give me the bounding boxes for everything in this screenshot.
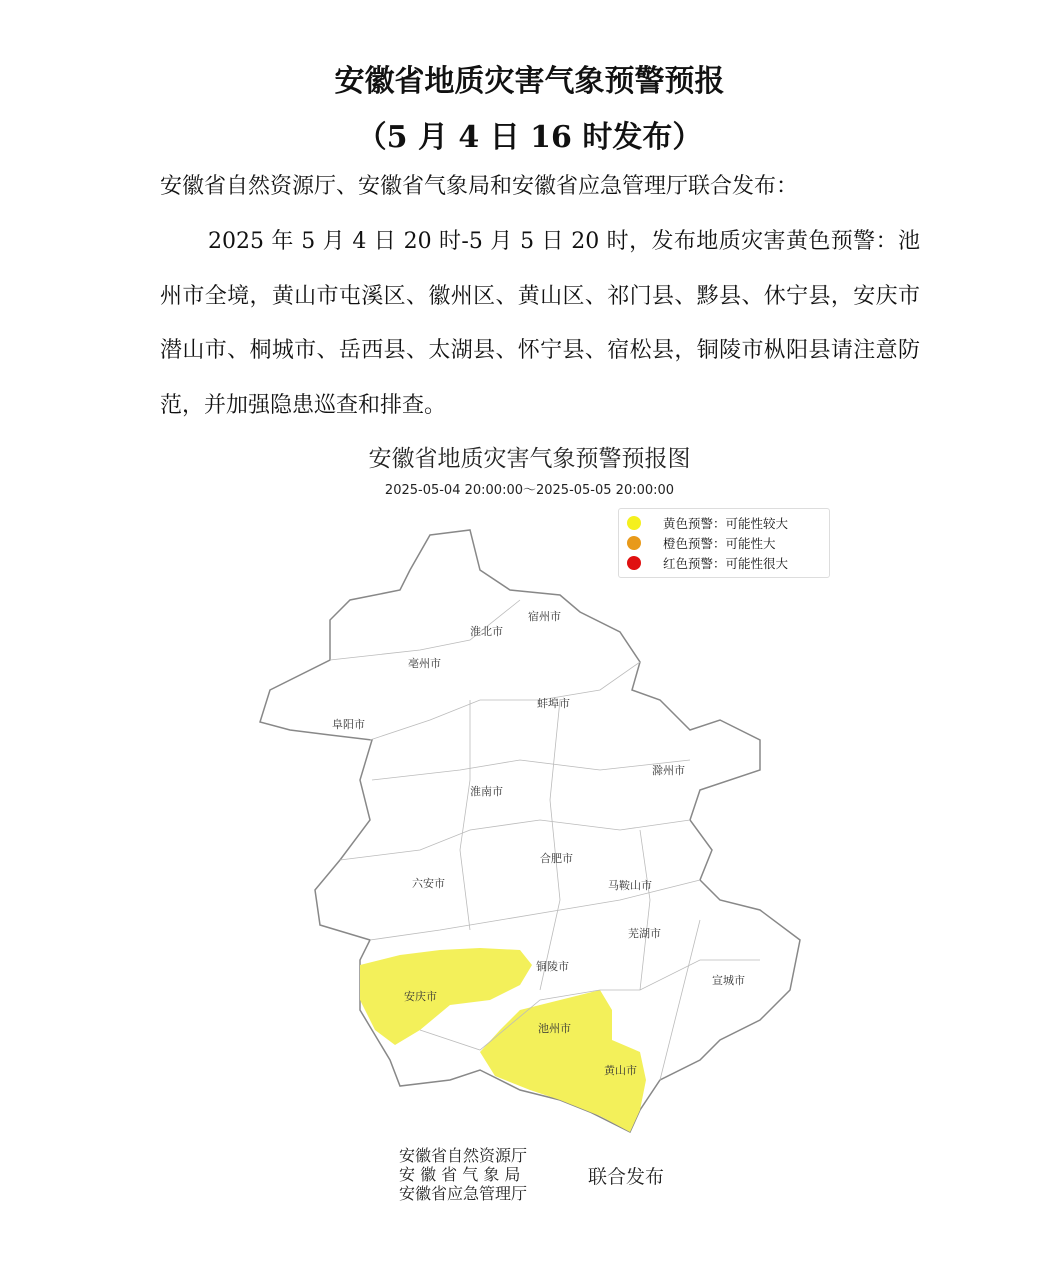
orange-dot-icon (627, 536, 641, 550)
city-label: 淮北市 (470, 625, 503, 638)
city-label: 六安市 (412, 877, 445, 890)
city-label: 黄山市 (604, 1064, 637, 1077)
city-label: 芜湖市 (628, 927, 661, 940)
city-label: 池州市 (538, 1022, 571, 1035)
warning-paragraph: 2025 年 5 月 4 日 20 时-5 月 5 日 20 时，发布地质灾害黄色预警：池州市全境，黄山市屯溪区、徽州区、黄山区、祁门县、黟县、休宁县，安庆市潜山市、桐城市、岳西县、太湖县、怀宁县、宿松县，铜陵市枞阳县请注意防范，并加强隐患巡查和排查。 (160, 229, 920, 418)
issuer: 安 徽 省 气 象 局 (399, 1165, 521, 1184)
intro-paragraph: 安徽省自然资源厅、安徽省气象局和安徽省应急管理厅联合发布： (160, 174, 799, 199)
legend-label: 黄色预警：可能性较大 (663, 516, 789, 531)
city-label: 宿州市 (528, 610, 561, 623)
city-label: 滁州市 (652, 764, 685, 777)
city-label: 蚌埠市 (537, 697, 570, 710)
city-label: 淮南市 (470, 785, 503, 798)
city-label: 亳州市 (408, 657, 441, 670)
map-title: 安徽省地质灾害气象预警预报图 (368, 446, 691, 472)
legend-label: 红色预警：可能性很大 (663, 556, 789, 571)
city-label: 宣城市 (712, 974, 745, 987)
legend-item-red (627, 553, 788, 573)
legend-item-orange (627, 533, 776, 553)
issuer-list (399, 1146, 527, 1203)
legend-item-yellow (627, 513, 788, 533)
issuer: 安徽省应急管理厅 (399, 1184, 528, 1203)
joint-release-label: 联合发布 (588, 1166, 665, 1188)
city-label: 阜阳市 (332, 718, 365, 731)
yellow-dot-icon (627, 516, 641, 530)
city-label: 合肥市 (540, 852, 573, 865)
city-label: 马鞍山市 (608, 879, 652, 892)
red-dot-icon (627, 556, 641, 570)
city-label: 安庆市 (404, 990, 437, 1003)
map-period: 2025-05-04 20:00:00～2025-05-05 20:00:00 (384, 483, 675, 498)
legend-label: 橙色预警：可能性大 (663, 536, 776, 551)
issuer: 安徽省自然资源厅 (399, 1146, 528, 1165)
city-label: 铜陵市 (536, 960, 569, 973)
document-title: 安徽省地质灾害气象预警预报 (334, 64, 725, 99)
map-legend (618, 508, 830, 578)
issue-time: （5 月 4 日 16 时发布） (356, 120, 703, 155)
